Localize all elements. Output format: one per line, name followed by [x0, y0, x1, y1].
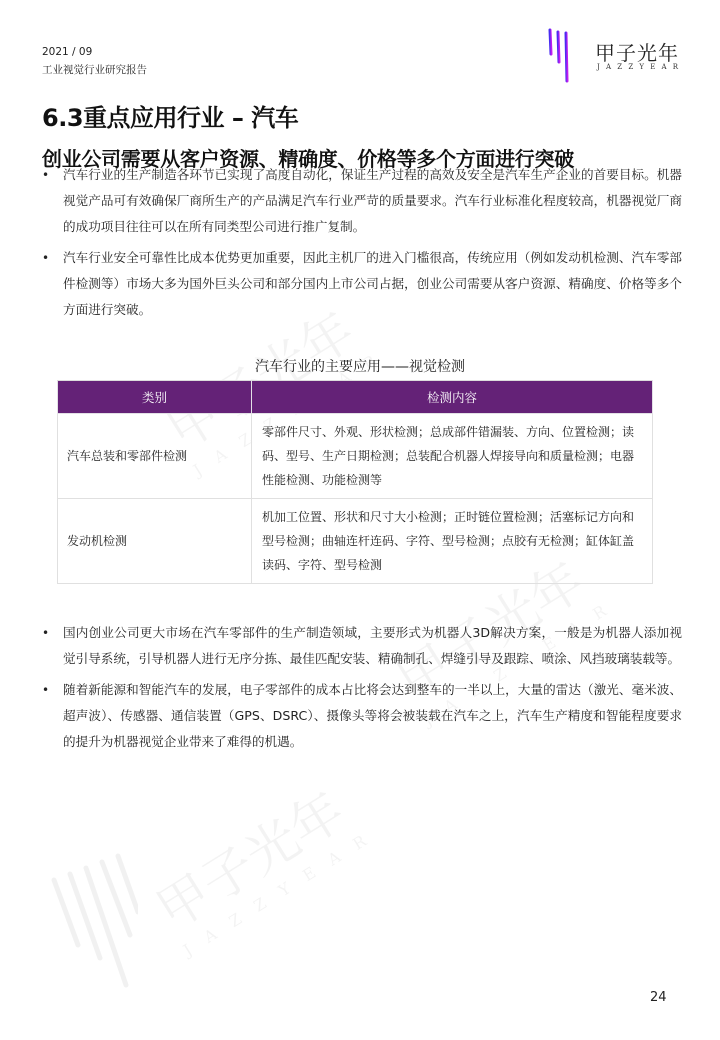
cell-content: 零部件尺寸、外观、形状检测；总成部件错漏装、方向、位置检测；读码、型号、生产日期检测；总装配合机器人焊接导向和质量检测；电器性能检测、功能检测等 [252, 414, 653, 499]
bullet-list-top [42, 162, 682, 328]
column-header-category: 类别 [58, 381, 252, 414]
bullet-text: 汽车行业的生产制造各环节已实现了高度自动化，保证生产过程的高效及安全是汽车生产企业的首要目标。机器视觉产品可有效确保厂商所生产的产品满足汽车行业严苛的质量要求。汽车行业标准化程度较高，机器视觉厂商的成功项目往往可以在所有同类型公司进行推广复制。 [63, 167, 682, 234]
section-subtitle: 创业公司需要从客户资源、精确度、价格等多个方面进行突破 [42, 147, 574, 171]
bullet-marker: • [42, 683, 50, 697]
bullet-marker: • [42, 251, 50, 265]
table-caption: 汽车行业的主要应用——视觉检测 [255, 359, 465, 375]
report-title: 工业视觉行业研究报告 [42, 64, 147, 76]
cell-content: 机加工位置、形状和尺寸大小检测；正时链位置检测；活塞标记方向和型号检测；曲轴连杆连码、字符、型号检测；点胶有无检测；缸体缸盖读码、字符、型号检测 [252, 499, 653, 584]
section-title: 6.3重点应用行业 – 汽车 [42, 104, 299, 132]
table-row [58, 414, 653, 499]
logo-text-cn: 甲子光年 [595, 41, 679, 65]
table-row [58, 499, 653, 584]
brand-logo [547, 26, 687, 86]
watermark-bars-icon [48, 850, 138, 1000]
column-header-content: 检测内容 [252, 381, 653, 414]
cell-category: 汽车总装和零部件检测 [58, 414, 252, 499]
logo-bars-icon [547, 26, 587, 84]
table-header-row [58, 381, 653, 414]
bullet-item [42, 677, 682, 755]
cell-category: 发动机检测 [58, 499, 252, 584]
report-header [42, 43, 147, 79]
inspection-table [57, 380, 653, 584]
bullet-text: 国内创业公司更大市场在汽车零部件的生产制造领域，主要形式为机器人3D解决方案，一般是为机器人添加视觉引导系统，引导机器人进行无序分拣、最佳匹配安装、精确制孔、焊缝引导及跟踪、喷涂、风挡玻璃装载等。 [63, 625, 682, 666]
bullet-marker: • [42, 626, 50, 640]
report-date: 2021 / 09 [42, 46, 93, 58]
bullet-marker: • [42, 168, 50, 182]
logo-text-en: JAZZYEAR [597, 63, 685, 71]
bullet-list-bottom [42, 620, 682, 760]
watermark-logo-bottom [140, 758, 385, 960]
bullet-item [42, 245, 682, 323]
bullet-item [42, 162, 682, 240]
bullet-text: 汽车行业安全可靠性比成本优势更加重要，因此主机厂的进入门槛很高，传统应用（例如发动机检测、汽车零部件检测等）市场大多为国外巨头公司和部分国内上市公司占据，创业公司需要从客户资源、精确度、价格等多个方面进行突破。 [63, 250, 682, 317]
bullet-item [42, 620, 682, 672]
watermark-text-en [180, 822, 385, 960]
watermark-text-cn [140, 758, 375, 944]
bullet-text: 随着新能源和智能汽车的发展，电子零部件的成本占比将会达到整车的一半以上，大量的雷达（激光、毫米波、超声波）、传感器、通信装置（GPS、DSRC）、摄像头等将会被装载在汽车之上，汽车生产精度和智能程度要求的提升为机器视觉企业带来了难得的机遇。 [63, 682, 682, 749]
page-number: 24 [650, 990, 667, 1005]
